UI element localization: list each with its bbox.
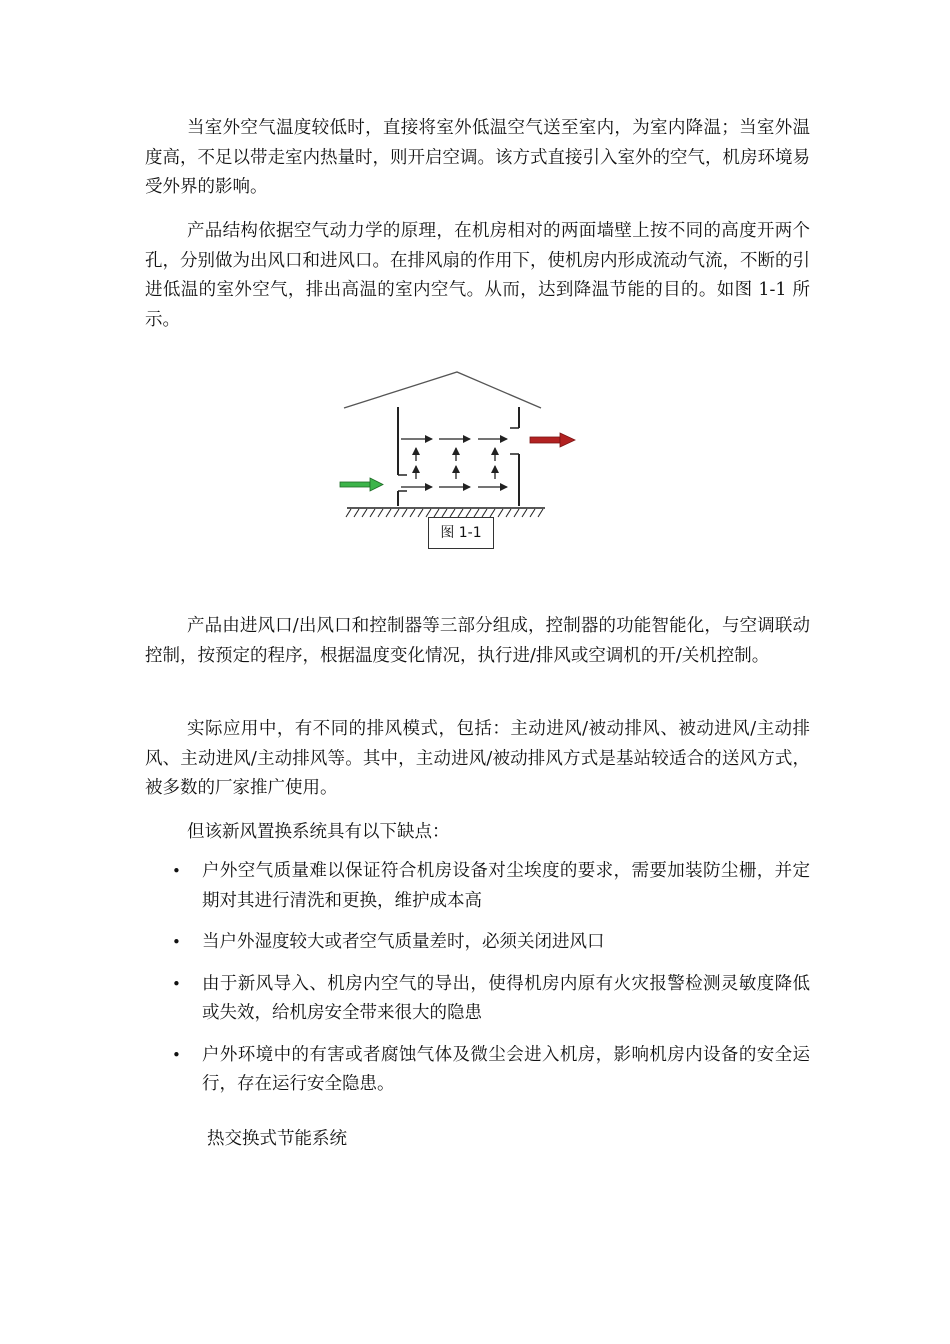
list-item <box>145 1041 810 1100</box>
paragraph-outdoor-cooling: 当室外空气温度较低时，直接将室外低温空气送至室内，为室内降温；当室外温度高，不足以带走室内热量时，则开启空调。该方式直接引入室外的空气，机房环境易受外界的影响。 <box>145 118 810 197</box>
ventilation-diagram <box>335 368 585 518</box>
list-item <box>145 970 810 1029</box>
list-item-text: 户外空气质量难以保证符合机房设备对尘埃度的要求，需要加装防尘栅，并定期对其进行清洗和更换，维护成本高 <box>202 861 810 911</box>
bullet-icon: • <box>172 1045 181 1064</box>
inlet-arrow <box>340 478 383 491</box>
list-item-text: 当户外湿度较大或者空气质量差时，必须关闭进风口 <box>202 932 605 952</box>
paragraph-product-components: 产品由进风口/出风口和控制器等三部分组成，控制器的功能智能化，与空调联动控制，按预定的程序，根据温度变化情况，执行进/排风或空调机的开/关机控制。 <box>145 616 810 666</box>
bullet-icon: • <box>172 933 181 951</box>
bullet-icon: • <box>172 862 181 880</box>
ground-hatching <box>346 509 543 517</box>
list-item <box>145 857 810 916</box>
section-heading: 热交换式节能系统 <box>207 1129 347 1149</box>
drawbacks-list <box>145 857 810 1112</box>
rising-flow-arrows <box>416 448 495 479</box>
paragraph-product-structure: 产品结构依据空气动力学的原理，在机房相对的两面墙壁上按不同的高度开两个孔，分别做为出风口和进风口。在排风扇的作用下，使机房内形成流动气流，不断的引进低温的室外空气，排出高温的室内空气。从而，达到降温节能的目的。如图 1-1 所示。 <box>145 221 810 330</box>
list-item-text: 由于新风导入、机房内空气的导出，使得机房内原有火灾报警检测灵敏度降低或失效，给机房安全带来很大的隐患 <box>202 973 810 1023</box>
paragraph-drawbacks-intro: 但该新风置换系统具有以下缺点： <box>187 822 450 842</box>
house-roof <box>344 372 541 408</box>
bullet-icon: • <box>172 974 181 993</box>
outlet-arrow <box>530 433 575 447</box>
figure-1-1 <box>335 368 585 558</box>
list-item-text: 户外环境中的有害或者腐蚀气体及微尘会进入机房，影响机房内设备的安全运行，存在运行安全隐患。 <box>202 1044 810 1094</box>
figure-caption: 图 1-1 <box>428 517 494 549</box>
paragraph-exhaust-modes: 实际应用中，有不同的排风模式，包括：主动进风/被动排风、被动进风/主动排风、主动进风/主动排风等。其中，主动进风/被动排风方式是基站较适合的送风方式，被多数的厂家推广使用。 <box>145 719 810 798</box>
list-item <box>145 928 810 958</box>
